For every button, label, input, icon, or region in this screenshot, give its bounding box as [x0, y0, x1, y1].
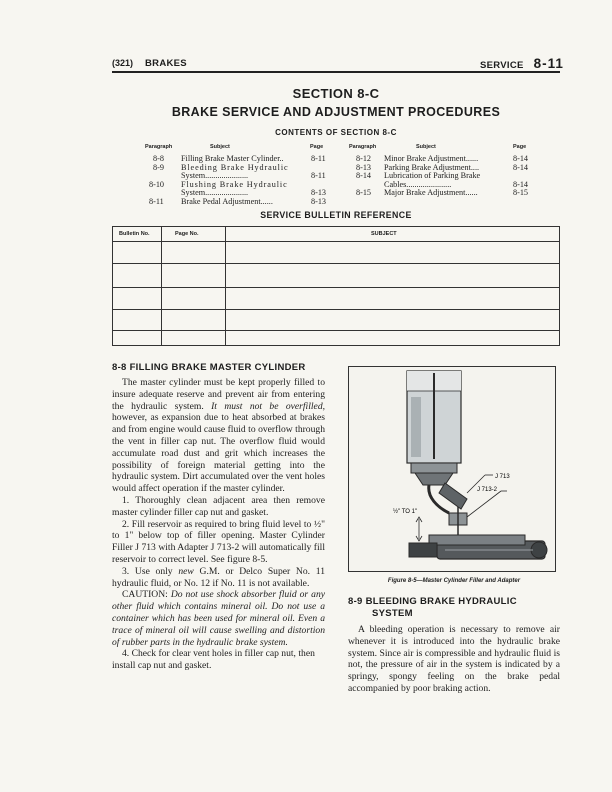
running-header-left [112, 58, 187, 69]
table-rule [113, 287, 559, 288]
entry-paragraph: 8-15 [356, 188, 372, 198]
label-j713: J 713 [495, 474, 510, 480]
contents-col-subject-left: Subject [210, 144, 230, 150]
entry-subject: Brake Pedal Adjustment...... [181, 196, 273, 206]
entry-paragraph: 8-13 [356, 162, 372, 172]
bulletin-col-page: Page No. [175, 231, 199, 237]
cylinder-end-boot [531, 542, 547, 558]
entry-paragraph: 8-8 [153, 154, 164, 163]
entry-paragraph: 8-9 [153, 162, 164, 172]
entry-paragraph: 8-12 [356, 154, 372, 163]
emphasis: new [178, 565, 194, 577]
paragraph: 2. Fill reservoir as required to bring fluid level to ½" to 1" below top of filler opening. Master Cylinder Filler J 713 with Adapter J 713-2 will automatically fill reservoir to correct level. See figure 8-5. [112, 518, 325, 565]
main-title: BRAKE SERVICE AND ADJUSTMENT PROCEDURES [171, 105, 501, 119]
master-cylinder-filler-illustration [349, 367, 555, 571]
entry-subject: Cables...................... [384, 179, 452, 189]
table-divider [161, 227, 162, 345]
contents-col-page-right: Page [513, 144, 527, 150]
contents-entry [0, 198, 612, 207]
label-j7132: J 713-2 [477, 487, 498, 493]
heading-8-9: 8-9 BLEEDING BRAKE HYDRAULIC [348, 596, 517, 607]
entry-page: 8-14 [513, 179, 529, 189]
paragraph: 4. Check for clear vent holes in filler cap nut, then install cap nut and gasket. [112, 648, 315, 672]
figure-caption: Figure 8-5—Master Cylinder Filler and Adapter [387, 578, 521, 584]
heading-8-9-cont: SYSTEM [372, 608, 413, 619]
paragraph [112, 377, 325, 495]
entry-paragraph: 8-14 [356, 171, 372, 181]
page-number: 8-11 [533, 56, 564, 71]
entry-subject: System..................... [181, 188, 249, 198]
entry-paragraph: 8-10 [149, 179, 165, 189]
entry-subject: Filling Brake Master Cylinder.. [181, 154, 284, 163]
entry-subject: Parking Brake Adjustment.... [384, 162, 480, 172]
jar-neck [415, 473, 453, 485]
table-rule [113, 309, 559, 310]
entry-paragraph: 8-11 [149, 196, 164, 206]
section-8-9-body [348, 624, 560, 695]
emphasis: It must not be overfilled, [211, 400, 326, 412]
section-8-8-body [112, 377, 325, 672]
leader-line-j7132 [467, 491, 501, 517]
table-rule [113, 330, 559, 331]
entry-page: 8-11 [311, 154, 326, 163]
caution-text: Do not use shock absorber fluid or any other fluid which contains mineral oil. Do not use a container which has been used for mineral oil. Even a trace of mineral oil will cause swelling and distortion of rubber parts in the hydraulic brake system. [112, 589, 325, 648]
entry-page: 8-15 [513, 188, 529, 198]
page-reference: (321) [112, 58, 134, 68]
table-rule [113, 263, 559, 264]
table-divider [225, 227, 226, 345]
text: however, as expansion due to heat absorbed at brakes and from engine would cause fluid to overflow through the vent in filler cap nut. The overflow fluid would accumulate road dust and grit which increases the possibility of foreign material getting into the hydraulic system. Dirt accumulated over the vent holes would affect operation if the master cylinder. [112, 412, 325, 495]
contents-entry [0, 164, 612, 173]
text: 3. Use only [122, 565, 173, 577]
section-title: SECTION 8-C [292, 86, 380, 101]
entry-page: 8-13 [311, 196, 327, 206]
paragraph: A bleeding operation is necessary to remove air whenever it is introduced into the hydraulic brake system. Since air is compressible and hydraulic fluid is not, the pressure of air in the system is indicated by a springy, spongy feeling on the brake pedal accompanied by poor braking action. [348, 624, 560, 694]
caution-paragraph [112, 589, 325, 648]
entry-page: 8-14 [513, 162, 529, 172]
jar-collar [411, 463, 457, 473]
contents-col-page-left: Page [310, 144, 324, 150]
paragraph [112, 566, 325, 590]
valve-body [439, 483, 467, 509]
reservoir-top [429, 535, 525, 545]
bulletin-table [112, 226, 560, 346]
section-name: BRAKES [145, 58, 187, 69]
figure-8-5 [348, 366, 556, 572]
contents-entry [0, 189, 612, 198]
contents-right-list [0, 155, 612, 198]
header-rule [112, 71, 560, 73]
text: G.M. or Delco Super No. 11 hydraulic fluid, or No. 12 if No. 11 is not available. [112, 565, 325, 589]
contents-col-paragraph-right: Paragraph [349, 144, 377, 150]
paragraph: 1. Thoroughly clean adjacent area then remove master cylinder filler cap nut and gasket. [112, 494, 325, 518]
caution-label: CAUTION: [122, 589, 168, 601]
entry-subject: Lubrication of Parking Brake [384, 171, 481, 181]
heading-8-8: 8-8 FILLING BRAKE MASTER CYLINDER [112, 362, 306, 373]
entry-page: 8-13 [311, 188, 327, 198]
label-fluid-level: ½" TO 1" [393, 509, 418, 515]
entry-page: 8-11 [311, 171, 326, 181]
header-service-label: SERVICE [480, 60, 524, 71]
text: The master cylinder must be kept properly filled to insure adequate reserve and prevent air from entering the hydraulic system. [112, 377, 325, 412]
entry-subject: Minor Brake Adjustment...... [384, 154, 479, 163]
entry-subject: Major Brake Adjustment...... [384, 188, 478, 198]
entry-page: 8-14 [513, 154, 529, 163]
contents-title: CONTENTS OF SECTION 8-C [275, 128, 397, 137]
bulletin-col-subject: SUBJECT [371, 231, 397, 237]
jar-shade [411, 397, 421, 457]
entry-subject: System..................... [181, 171, 249, 181]
bulletin-col-number: Bulletin No. [119, 231, 150, 237]
entry-subject: Flushing Brake Hydraulic [181, 179, 288, 189]
cylinder-end-cap [409, 543, 437, 557]
bulletin-title: SERVICE BULLETIN REFERENCE [260, 210, 412, 220]
contents-col-subject-right: Subject [416, 144, 436, 150]
contents-col-paragraph-left: Paragraph [145, 144, 173, 150]
entry-subject: Bleeding Brake Hydraulic [181, 162, 289, 172]
